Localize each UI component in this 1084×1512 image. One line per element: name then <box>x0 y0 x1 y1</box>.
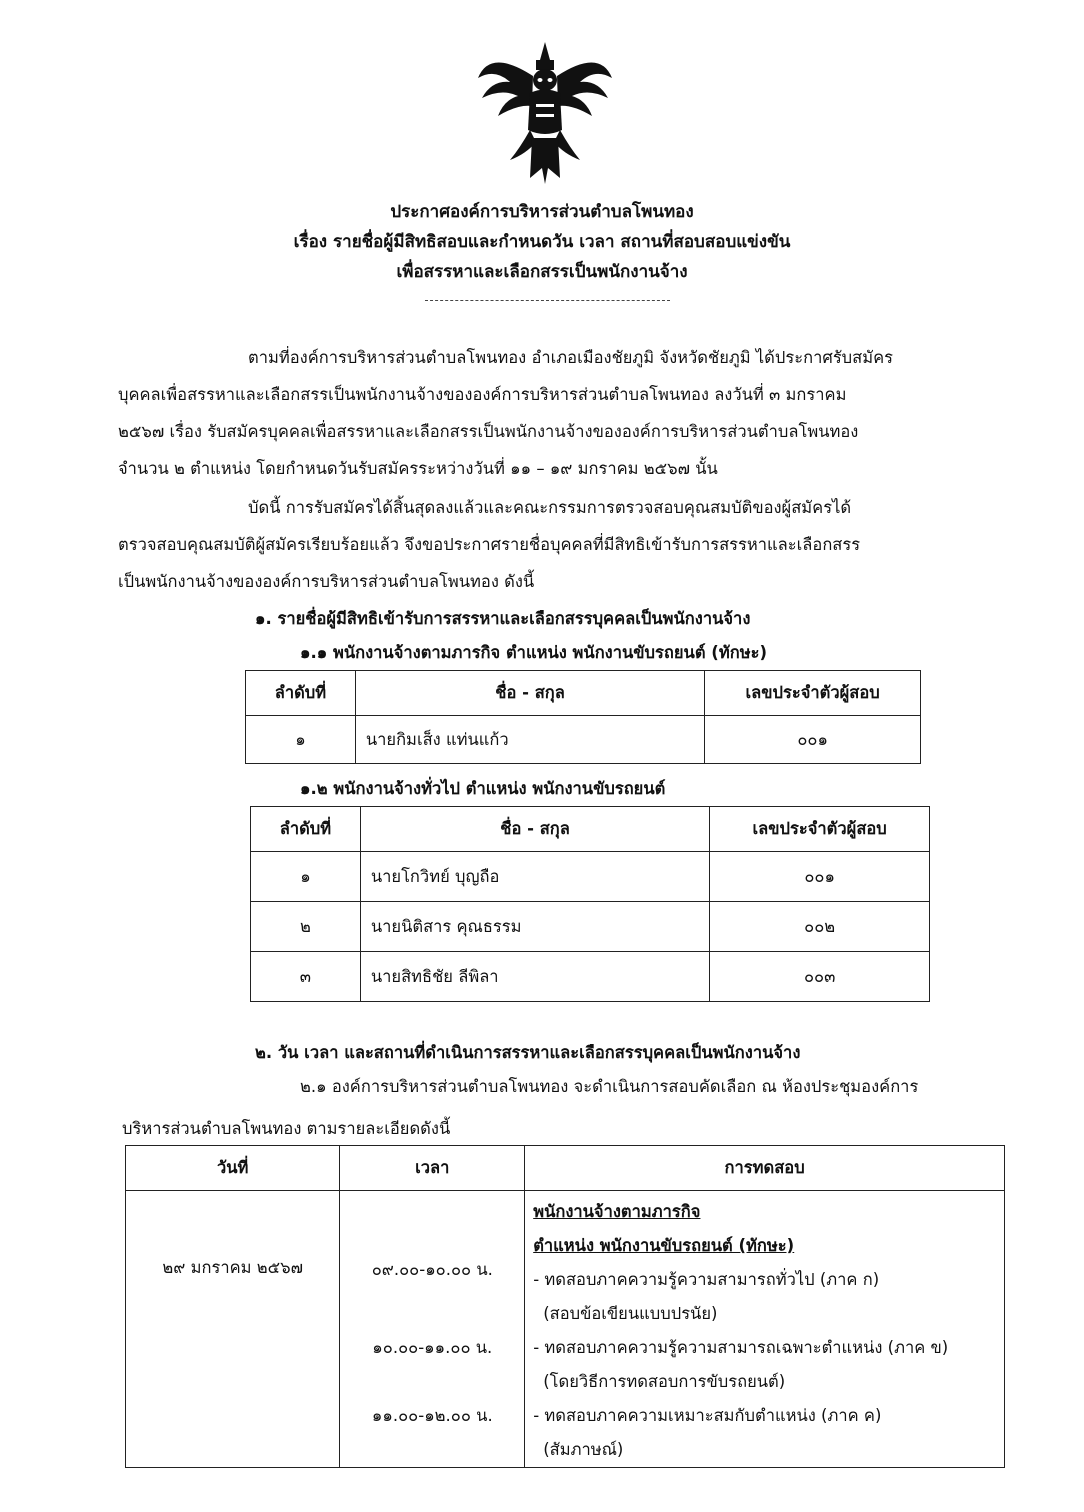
order-cell: ๓ <box>251 952 361 1002</box>
name-cell: นายนิติสาร คุณธรรม <box>360 902 709 952</box>
table-header-row <box>126 1146 1005 1191</box>
para2-line-2: ตรวจสอบคุณสมบัติผู้สมัครเรียบร้อยแล้ว จึงขอประกาศรายชื่อบุคคลที่มีสิทธิเข้ารับการสรรหาและเลือกสรร <box>118 535 861 554</box>
intro-line-2: บุคคลเพื่อสรรหาและเลือกสรรเป็นพนักงานจ้างขององค์การบริหารส่วนตำบลโพนทอง ลงวันที่ ๓ มกราคม <box>118 385 847 404</box>
column-header-name: ชื่อ - สกุล <box>355 671 704 716</box>
intro-line-3: ๒๕๖๗ เรื่อง รับสมัครบุคคลเพื่อสรรหาและเลือกสรรเป็นพนักงานจ้างขององค์การบริหารส่วนตำบลโพนทอง <box>118 422 859 441</box>
test-cell <box>525 1191 1005 1468</box>
test-item-note: (โดยวิธีการทดสอบการขับรถยนต์) <box>543 1372 786 1391</box>
table-row <box>251 902 930 952</box>
time-cell <box>340 1191 525 1468</box>
column-header-name: ชื่อ - สกุล <box>360 807 709 852</box>
candidates-table-1 <box>245 670 921 764</box>
para2-line-3: เป็นพนักงานจ้างขององค์การบริหารส่วนตำบลโพนทอง ดังนี้ <box>118 572 535 591</box>
section-2-1-line-2: บริหารส่วนตำบลโพนทอง ตามรายละเอียดดังนี้ <box>122 1119 451 1138</box>
garuda-emblem-icon <box>470 38 620 188</box>
intro-line-1: ตามที่องค์การบริหารส่วนตำบลโพนทอง อำเภอเมืองชัยภูมิ จังหวัดชัยภูมิ ได้ประกาศรับสมัคร <box>248 348 893 367</box>
section-2-1-line-1: ๒.๑ องค์การบริหารส่วนตำบลโพนทอง จะดำเนินการสอบคัดเลือก ณ ห้องประชุมองค์การ <box>300 1077 919 1096</box>
exam-schedule-table <box>125 1145 1005 1468</box>
order-cell: ๑ <box>246 716 356 764</box>
exam-id-cell: ๐๐๑ <box>710 852 930 902</box>
order-cell: ๑ <box>251 852 361 902</box>
exam-id-cell: ๐๐๓ <box>710 952 930 1002</box>
section-1-heading: ๑. รายชื่อผู้มีสิทธิเข้ารับการสรรหาและเลือกสรรบุคคลเป็นพนักงานจ้าง <box>255 609 751 628</box>
table-row <box>251 852 930 902</box>
name-cell: นายสิทธิชัย ลีพิลา <box>360 952 709 1002</box>
table-row <box>251 952 930 1002</box>
section-1-1-heading: ๑.๑ พนักงานจ้างตามภารกิจ ตำแหน่ง พนักงานขับรถยนต์ (ทักษะ) <box>300 643 767 662</box>
exam-id-cell: ๐๐๑ <box>705 716 921 764</box>
table-row <box>126 1191 1005 1468</box>
table-header-row <box>246 671 921 716</box>
announcement-title: ประกาศองค์การบริหารส่วนตำบลโพนทอง <box>390 202 694 222</box>
exam-date: ๒๙ มกราคม ๒๕๖๗ <box>162 1258 304 1277</box>
announcement-subject-line-2: เพื่อสรรหาและเลือกสรรเป็นพนักงานจ้าง <box>396 262 688 282</box>
test-heading-2: ตำแหน่ง พนักงานขับรถยนต์ (ทักษะ) <box>533 1236 795 1255</box>
column-header-time: เวลา <box>340 1146 525 1191</box>
announcement-subject: เรื่อง รายชื่อผู้มีสิทธิสอบและกำหนดวัน เวลา สถานที่สอบสอบแข่งขัน <box>293 232 791 252</box>
column-header-order: ลำดับที่ <box>251 807 361 852</box>
test-heading-1: พนักงานจ้างตามภารกิจ <box>533 1202 701 1221</box>
column-header-date: วันที่ <box>126 1146 340 1191</box>
column-header-exam-id: เลขประจำตัวผู้สอบ <box>705 671 921 716</box>
para2-line-1: บัดนี้ การรับสมัครได้สิ้นสุดลงแล้วและคณะกรรมการตรวจสอบคุณสมบัติของผู้สมัครได้ <box>248 498 852 517</box>
test-item: - ทดสอบภาคความเหมาะสมกับตำแหน่ง (ภาค ค) <box>533 1406 882 1425</box>
table-header-row <box>251 807 930 852</box>
time-slot-2: ๑๐.๐๐-๑๑.๐๐ น. <box>372 1338 493 1357</box>
test-item-note: (สอบข้อเขียนแบบปรนัย) <box>543 1304 718 1323</box>
section-2-heading: ๒. วัน เวลา และสถานที่ดำเนินการสรรหาและเลือกสรรบุคคลเป็นพนักงานจ้าง <box>255 1043 801 1062</box>
test-item-note: (สัมภาษณ์) <box>543 1440 624 1459</box>
section-1-2-heading: ๑.๒ พนักงานจ้างทั่วไป ตำแหน่ง พนักงานขับรถยนต์ <box>300 779 666 798</box>
column-header-exam-id: เลขประจำตัวผู้สอบ <box>710 807 930 852</box>
table-row <box>246 716 921 764</box>
column-header-order: ลำดับที่ <box>246 671 356 716</box>
time-slot-3: ๑๑.๐๐-๑๒.๐๐ น. <box>371 1406 493 1425</box>
test-item: - ทดสอบภาคความรู้ความสามารถทั่วไป (ภาค ก) <box>533 1270 880 1289</box>
time-slot-1: ๐๙.๐๐-๑๐.๐๐ น. <box>371 1260 493 1279</box>
exam-id-cell: ๐๐๒ <box>710 902 930 952</box>
name-cell: นายกิมเส็ง แท่นแก้ว <box>355 716 704 764</box>
title-divider <box>425 300 670 301</box>
candidates-table-2 <box>250 806 930 1002</box>
intro-line-4: จำนวน ๒ ตำแหน่ง โดยกำหนดวันรับสมัครระหว่างวันที่ ๑๑ – ๑๙ มกราคม ๒๕๖๗ นั้น <box>118 459 718 478</box>
column-header-test: การทดสอบ <box>525 1146 1005 1191</box>
order-cell: ๒ <box>251 902 361 952</box>
test-item: - ทดสอบภาคความรู้ความสามารถเฉพาะตำแหน่ง (ภาค ข) <box>533 1338 949 1357</box>
date-cell <box>126 1191 340 1468</box>
name-cell: นายโกวิทย์ บุญถือ <box>360 852 709 902</box>
